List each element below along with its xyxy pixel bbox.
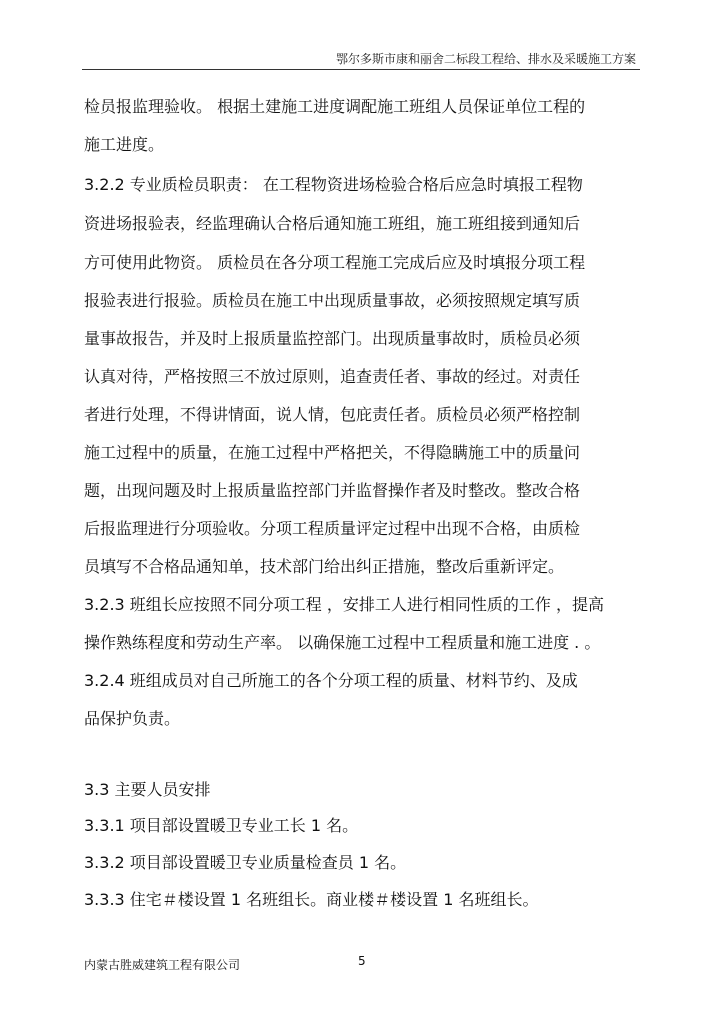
section-heading-3-3: 3.3 主要人员安排 (84, 780, 211, 799)
body-line: 者进行处理，不得讲情面，说人情，包庇责任者。质检员必须严格控制 (84, 405, 581, 424)
body-line: 员填写不合格品通知单，技术部门给出纠正措施，整改后重新评定。 (84, 557, 565, 576)
body-line: 方可使用此物资。 质检员在各分项工程施工完成后应及时填报分项工程 (84, 253, 586, 272)
footer-company: 内蒙古胜威建筑工程有限公司 (84, 958, 241, 972)
item-3-3-1: 3.3.1 项目部设置暖卫专业工长 1 名。 (84, 816, 359, 835)
body-line: 报验表进行报验。质检员在施工中出现质量事故，必须按照规定填写质 (84, 291, 581, 310)
header-divider (82, 69, 640, 70)
body-line: 题，出现问题及时上报质量监控部门并监督操作者及时整改。整改合格 (84, 481, 581, 500)
body-line: 品保护负责。 (84, 709, 181, 728)
body-line: 施工过程中的质量，在施工过程中严格把关，不得隐瞒施工中的质量问 (84, 443, 581, 462)
header-title: 鄂尔多斯市康和丽舍二标段工程给、排水及采暖施工方案 (335, 52, 636, 66)
body-line: 操作熟练程度和劳动生产率。 以确保施工过程中工程质量和施工进度 . 。 (84, 633, 601, 652)
item-3-3-2: 3.3.2 项目部设置暖卫专业质量检查员 1 名。 (84, 853, 407, 872)
item-3-3-3: 3.3.3 住宅＃楼设置 1 名班组长。商业楼＃楼设置 1 名班组长。 (84, 890, 539, 909)
body-line: 检员报监理验收。 根据土建施工进度调配施工班组人员保证单位工程的 (84, 97, 586, 116)
body-line: 施工进度。 (84, 135, 165, 154)
body-line: 后报监理进行分项验收。分项工程质量评定过程中出现不合格，由质检 (84, 519, 581, 538)
page-number: 5 (358, 954, 366, 968)
body-line: 认真对待，严格按照三不放过原则，追查责任者、事故的经过。对责任 (84, 367, 581, 386)
section-heading-3-2-3: 3.2.3 班组长应按照不同分项工程 ，安排工人进行相同性质的工作 ，提高 (84, 595, 604, 614)
section-heading-3-2-4: 3.2.4 班组成员对自己所施工的各个分项工程的质量、材料节约、及成 (84, 671, 578, 690)
body-line: 资进场报验表，经监理确认合格后通知施工班组，施工班组接到通知后 (84, 214, 581, 233)
section-heading-3-2-2: 3.2.2 专业质检员职责： 在工程物资进场检验合格后应急时填报工程物 (84, 175, 583, 194)
body-line: 量事故报告，并及时上报质量监控部门。出现质量事故时，质检员必须 (84, 329, 581, 348)
